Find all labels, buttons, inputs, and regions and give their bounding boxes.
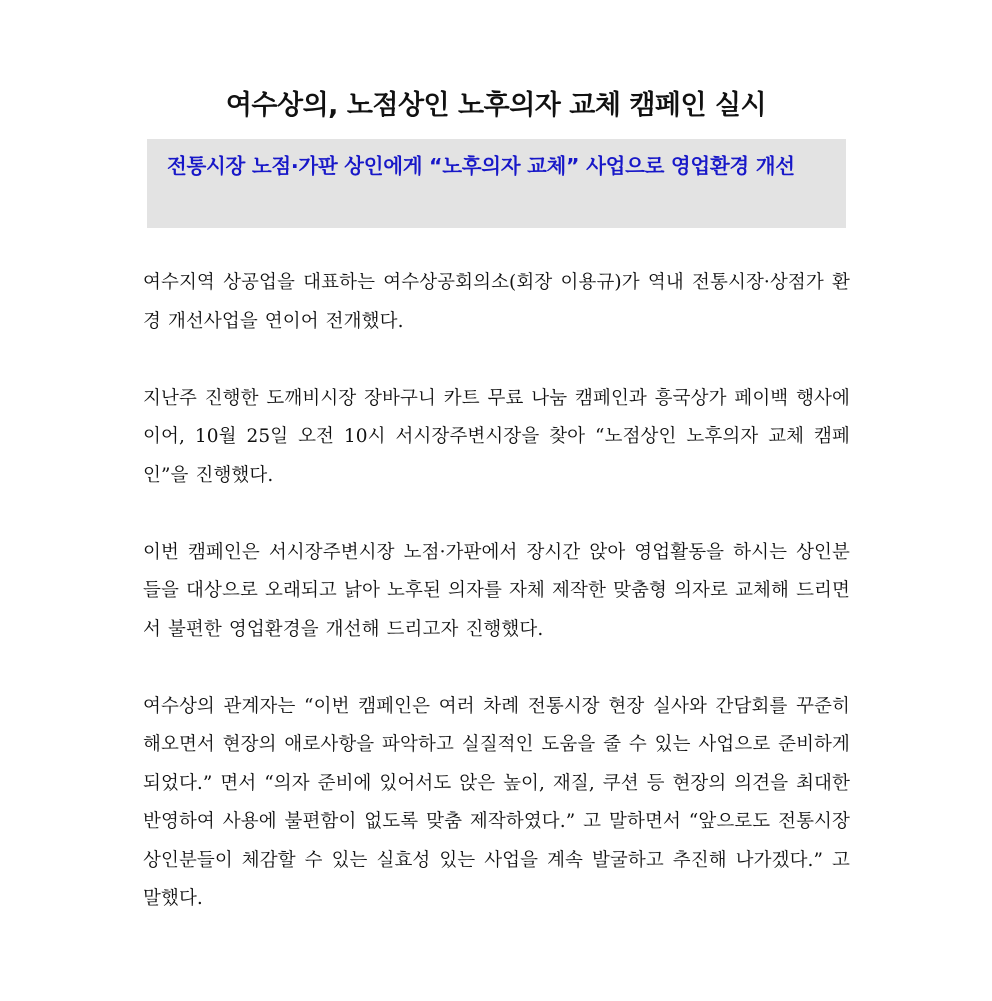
article-subtitle: 전통시장 노점·가판 상인에게 “노후의자 교체” 사업으로 영업환경 개선 (167, 154, 795, 178)
article-title: 여수상의, 노점상인 노후의자 교체 캠페인 실시 (225, 90, 767, 121)
article-body (143, 264, 850, 957)
subtitle-box (147, 139, 846, 228)
paragraph: 여수지역 상공업을 대표하는 여수상공회의소(회장 이용규)가 역내 전통시장·상점가 환경 개선사업을 연이어 전개했다. (143, 272, 850, 332)
paragraph: 여수상의 관계자는 “이번 캠페인은 여러 차례 전통시장 현장 실사와 간담회를 꾸준히 해오면서 현장의 애로사항을 파악하고 실질적인 도움을 줄 수 있는 사업으로 준비하게 되었다.” 면서 “의자 준비에 있어서도 앉은 높이, 재질, 쿠션 등 현장의 의견을 최대한 반영하여 사용에 불편함이 없도록 맞춤 제작하였다.” 고 말하면서 “앞으로도 전통시장 상인분들이 체감할 수 있는 실효성 있는 사업을 계속 발굴하고 추진해 나가겠다.” 고 말했다. (143, 695, 850, 909)
paragraph: 이번 캠페인은 서시장주변시장 노점·가판에서 장시간 앉아 영업활동을 하시는 상인분들을 대상으로 오래되고 낡아 노후된 의자를 자체 제작한 맞춤형 의자로 교체해 드리면서 불편한 영업환경을 개선해 드리고자 진행했다. (143, 541, 850, 640)
paragraph: 지난주 진행한 도깨비시장 장바구니 카트 무료 나눔 캠페인과 흥국상가 페이백 행사에 이어, 10월 25일 오전 10시 서시장주변시장을 찾아 “노점상인 노후의자 교체 캠페인”을 진행했다. (143, 387, 850, 486)
